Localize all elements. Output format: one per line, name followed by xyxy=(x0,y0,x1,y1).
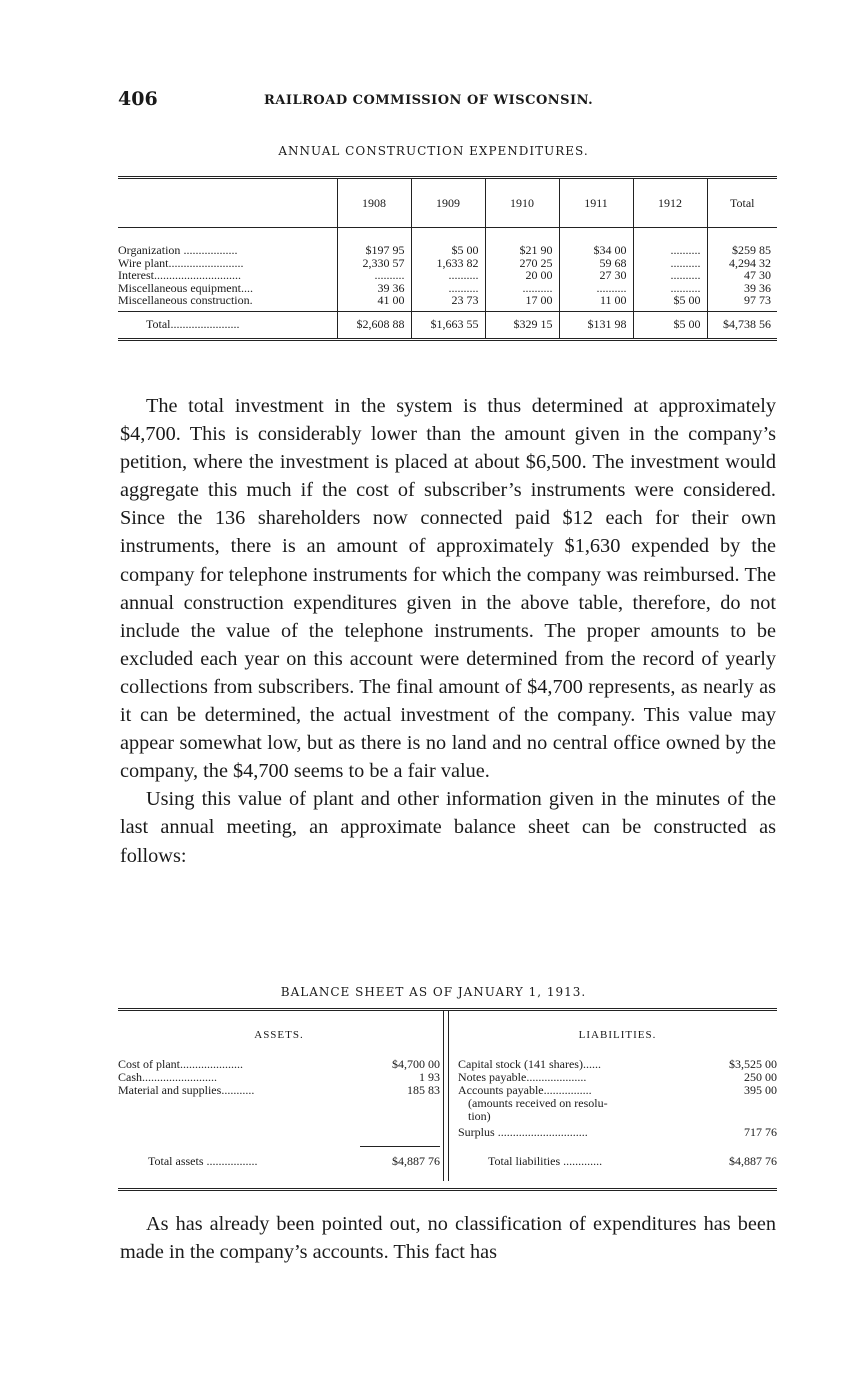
assets-column xyxy=(118,1011,440,1181)
construction-expenditures-table xyxy=(118,176,777,341)
table-cell: $1,663 55 xyxy=(411,311,485,339)
table-cell: $329 15 xyxy=(485,311,559,339)
table-cell: 23 73 xyxy=(411,294,485,311)
column-header: 1911 xyxy=(559,178,633,228)
table-cell: $259 85 xyxy=(707,244,777,257)
table-cell: $5 00 xyxy=(633,311,707,339)
liability-label: Notes payable xyxy=(458,1070,527,1084)
liability-row: Capital stock (141 shares)...... $3,525 00 xyxy=(458,1057,777,1071)
table-cell: $21 90 xyxy=(485,244,559,257)
table-cell: .......... xyxy=(337,269,411,282)
table-cell: .......... xyxy=(411,269,485,282)
table-cell: 39 36 xyxy=(707,282,777,295)
table-cell: .......... xyxy=(633,244,707,257)
asset-value: 1 93 xyxy=(419,1070,440,1084)
table-cell: 39 36 xyxy=(337,282,411,295)
table-cell: $2,608 88 xyxy=(337,311,411,339)
table-cell: 27 30 xyxy=(559,269,633,282)
liability-note xyxy=(458,1097,777,1110)
table-total-row xyxy=(118,311,777,339)
column-header: 1912 xyxy=(633,178,707,228)
asset-label: Cost of plant xyxy=(118,1057,180,1071)
table-cell: 1,633 82 xyxy=(411,257,485,270)
asset-value: 185 83 xyxy=(407,1083,440,1097)
table-row xyxy=(118,294,777,311)
table-cell: $5 00 xyxy=(411,244,485,257)
table-row xyxy=(118,244,777,257)
total-liabilities-value: $4,887 76 xyxy=(729,1154,777,1168)
table-cell: .......... xyxy=(633,257,707,270)
balance-sheet-caption: BALANCE SHEET AS OF JANUARY 1, 1913. xyxy=(280,985,587,999)
column-header: Total xyxy=(707,178,777,228)
liability-value: 250 00 xyxy=(744,1070,777,1084)
table-cell: 17 00 xyxy=(485,294,559,311)
body-text-upper xyxy=(120,392,776,870)
table-caption: ANNUAL CONSTRUCTION EXPENDITURES. xyxy=(278,144,589,158)
column-divider xyxy=(443,1011,449,1181)
asset-row: Cost of plant..................... $4,700 00 xyxy=(118,1057,440,1071)
liability-row: Notes payable.................... 250 00 xyxy=(458,1070,777,1084)
liabilities-column xyxy=(458,1011,777,1181)
total-assets-label: Total assets xyxy=(148,1154,204,1168)
table-cell: 97 73 xyxy=(707,294,777,311)
liability-value: 395 00 xyxy=(744,1083,777,1097)
liability-note xyxy=(458,1110,777,1123)
table-cell: 4,294 32 xyxy=(707,257,777,270)
table-cell: 59 68 xyxy=(559,257,633,270)
body-text-lower xyxy=(120,1210,776,1266)
liability-label: (amounts received on resolu- xyxy=(468,1096,608,1110)
liability-value: $3,525 00 xyxy=(729,1057,777,1071)
table-header-row xyxy=(118,178,777,228)
paragraph: As has already been pointed out, no classification of expenditures has been made in the company’s accounts. This fact has xyxy=(120,1213,776,1264)
balance-bottom-rule xyxy=(118,1188,777,1191)
table-cell: $131 98 xyxy=(559,311,633,339)
column-header: 1909 xyxy=(411,178,485,228)
liability-row: Accounts payable................ 395 00 xyxy=(458,1083,777,1097)
total-rule xyxy=(360,1146,440,1147)
column-header: 1908 xyxy=(337,178,411,228)
table-cell: $34 00 xyxy=(559,244,633,257)
table-cell: $197 95 xyxy=(337,244,411,257)
liability-label: Capital stock (141 shares) xyxy=(458,1057,583,1071)
table-cell: .......... xyxy=(633,282,707,295)
row-label: Miscellaneous construction. xyxy=(118,293,253,307)
table-cell: 270 25 xyxy=(485,257,559,270)
page-header xyxy=(118,88,778,112)
total-liabilities-row: Total liabilities ............. $4,887 76 xyxy=(488,1154,777,1168)
liability-value: 717 76 xyxy=(744,1125,777,1139)
running-head: RAILROAD COMMISSION OF WISCONSIN. xyxy=(264,93,594,108)
asset-label: Material and supplies xyxy=(118,1083,222,1097)
table-cell: 47 30 xyxy=(707,269,777,282)
row-label: Organization .................. xyxy=(118,243,238,257)
row-label: Miscellaneous equipment.... xyxy=(118,280,253,295)
asset-label: Cash xyxy=(118,1070,142,1084)
asset-row: Material and supplies........... 185 83 xyxy=(118,1083,440,1097)
liability-label: Accounts payable xyxy=(458,1083,544,1097)
table-cell: .......... xyxy=(559,282,633,295)
paragraph: Using this value of plant and other information given in the minutes of the last annual meeting, an approximate balance sheet can be constructed as follows: xyxy=(120,788,776,867)
row-label: Interest............................. xyxy=(118,268,241,282)
table-cell: $5 00 xyxy=(633,294,707,311)
table-cell: 20 00 xyxy=(485,269,559,282)
table-cell: 2,330 57 xyxy=(337,257,411,270)
liabilities-title: LIABILITIES. xyxy=(578,1029,657,1041)
row-label: Total....................... xyxy=(118,311,337,339)
table-cell: 41 00 xyxy=(337,294,411,311)
table-cell: .......... xyxy=(633,269,707,282)
row-label: Wire plant......................... xyxy=(118,255,244,270)
assets-title: ASSETS. xyxy=(254,1029,304,1041)
page-number: 406 xyxy=(118,88,158,110)
balance-sheet-table xyxy=(118,1008,777,1191)
table-cell: .......... xyxy=(485,282,559,295)
column-header: 1910 xyxy=(485,178,559,228)
total-assets-value: $4,887 76 xyxy=(392,1154,440,1168)
total-liabilities-label: Total liabilities xyxy=(488,1154,561,1168)
total-assets-row: Total assets ................. $4,887 76 xyxy=(148,1154,440,1168)
table-cell: $4,738 56 xyxy=(707,311,777,339)
asset-row: Cash......................... 1 93 xyxy=(118,1070,440,1084)
paragraph: The total investment in the system is thus determined at approximately $4,700. This is considerably lower than the amount given in the company’s petition, where the investment is placed at about $6,500. The investment would aggregate this much if the cost of subscriber’s instruments were considered. Since the 136 shareholders now connected paid $12 each for their own instruments, there is an amount of approximately $1,630 expended by the company for telephone instruments for which the company was reimbursed. The annual construction expenditures given in the above table, therefore, do not include the value of the telephone instruments. The proper amounts to be excluded each year on this account were determined from the record of yearly collections from subscribers. The final amount of $4,700 represents, as nearly as it can be determined, the actual investment of the company. This value may appear somewhat low, but as there is no land and no central office owned by the company, the $4,700 seems to be a fair value. xyxy=(120,395,776,783)
table-cell: .......... xyxy=(411,282,485,295)
liability-row: Surplus .............................. 717 76 xyxy=(458,1125,777,1139)
table-cell: 11 00 xyxy=(559,294,633,311)
liability-label: tion) xyxy=(468,1109,491,1123)
asset-value: $4,700 00 xyxy=(392,1057,440,1071)
liability-label: Surplus xyxy=(458,1125,495,1139)
